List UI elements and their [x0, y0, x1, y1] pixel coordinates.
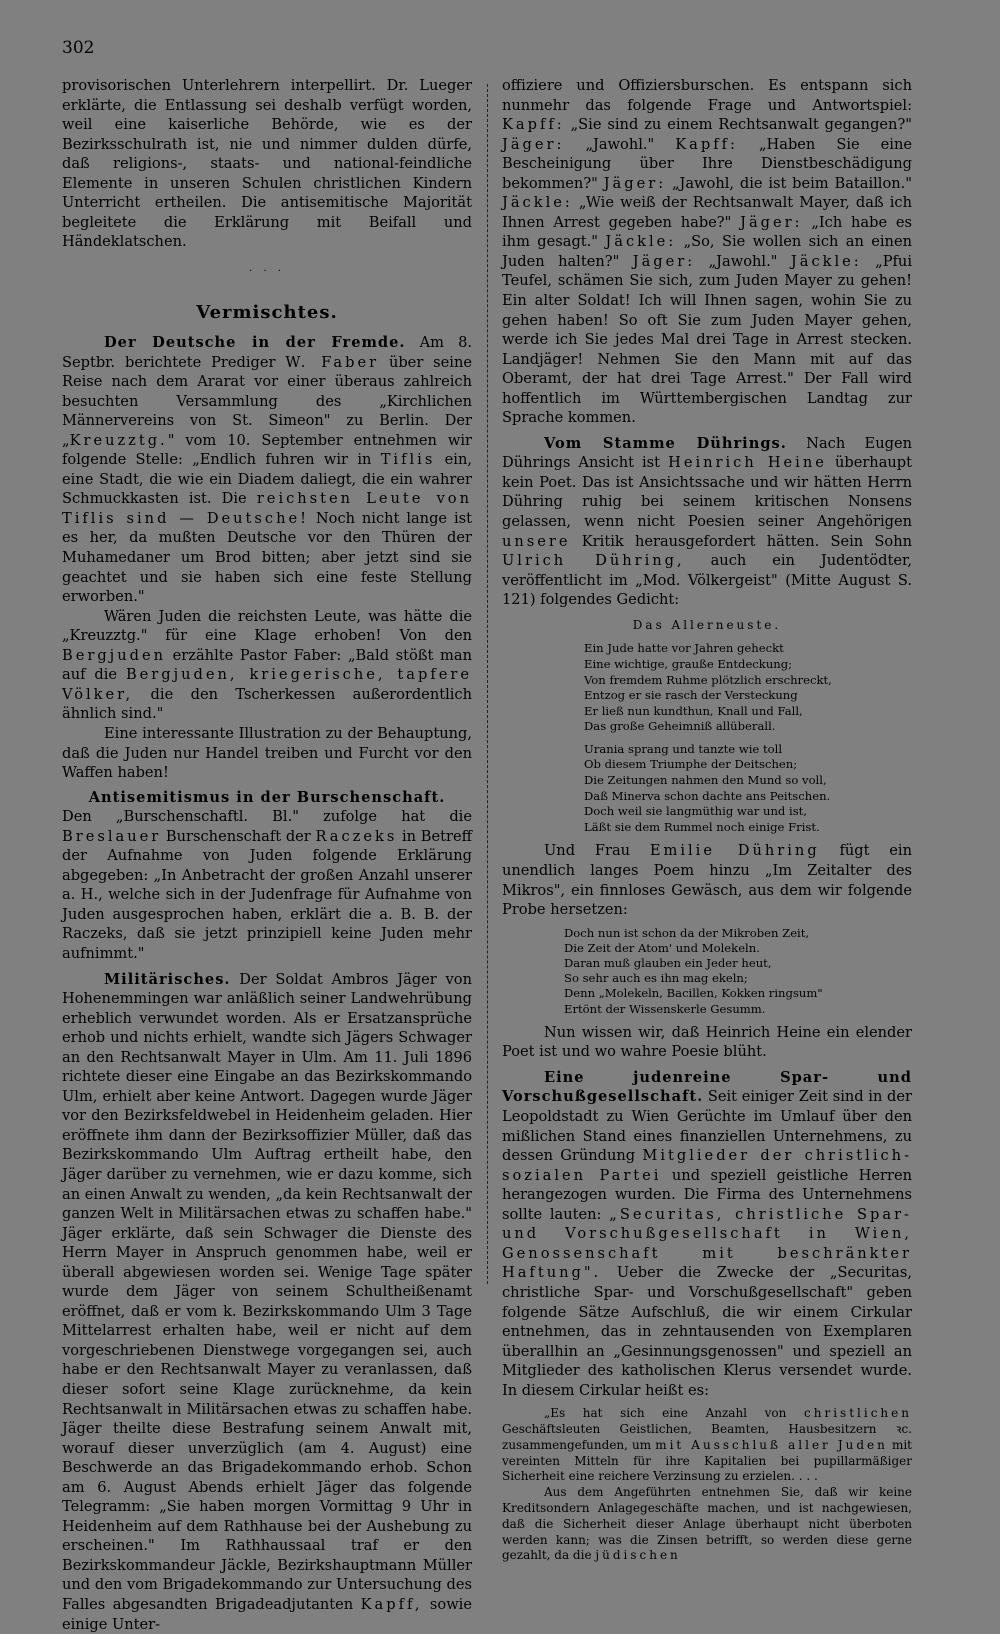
headline: Der Deutsche in der Fremde.: [104, 334, 406, 352]
article-deutsche-fremde: Der Deutsche in der Fremde. Am 8. Septbr. berichtete Prediger W. Faber über seine Reise nach dem Ararat vor einer überaus zahlreich besuchten Versammlung des „Kirchlichen Männervereins von St. Simeon" zu Berlin. Der „Kreuzztg." vom 10. September entnehmen wir folgende Stelle: „Endlich fuhren wir in Tiflis ein, eine Stadt, die wie ein Diadem daliegt, die ein wahrer Schmuckkasten ist. Die reichsten Leute von Tiflis sind — Deutsche! Noch nicht lange ist es her, da mußten Deutsche vor den Thüren der Muhamedaner um Brod bitten; aber jetzt sind sie geachtet und sie haben sich eine feste Stellung erworben.": [62, 334, 472, 606]
article-stamme-duehrings: Vom Stamme Dührings. Nach Eugen Dührings Ansicht ist Heinrich Heine überhaupt kein Poet. Das ist Ansichtssache und wir hätten Herrn Dühring ruhig bei seinem kritischen Nonsens gelassen, wenn nicht Poesien seiner Angehörigen unsere Kritik herausgefordert hätten. Sein Sohn Ulrich Dühring, auch ein Judentödter, veröffentlicht im „Mod. Völkergeist" (Mitte August S. 121) folgendes Gedicht:: [502, 434, 913, 609]
poem-stanza-1: [584, 641, 912, 735]
poem-line: So sehr auch es ihn mag ekeln;: [564, 971, 748, 986]
separator: · · ·: [249, 265, 285, 277]
article-burschenschaft: Den „Burschenschaftl. Bl." zufolge hat die Breslauer Burschenschaft der Raczeks in Betreff der Aufnahme von Juden folgende Erklärung abgegeben: „In Anbetracht der großen Anzahl unserer a. H., welche sich in der Judenfrage für Aufnahme von Juden ausgesprochen haben, erklärt die a. B. B. der Raczeks, daß sie jetzt prinzipiell keine Juden mehr aufnimmt.": [62, 808, 472, 962]
headline: Antisemitismus in der Burschenschaft.: [88, 788, 446, 806]
column-left: [62, 76, 472, 1634]
column-divider: [487, 84, 489, 1284]
poem-line: Ob diesem Triumphe der Deitschen;: [584, 757, 798, 772]
poem-line: Ertönt der Wissenskerle Gesumm.: [564, 1001, 766, 1016]
headline: Militärisches.: [104, 970, 231, 988]
quote-paragraph: Aus dem Angeführten entnehmen Sie, daß wir keine Kreditsondern Anlagegeschäfte machen, und ist nachgewiesen, daß die Sicherheit dieser Anlage überhaupt nicht überboten werden kann; was die Zinsen betrifft, so werden diese gerne gezahlt, da die jüdischen: [502, 1485, 912, 1563]
intro-paragraph: provisorischen Unterlehrern interpellirt. Dr. Lueger erklärte, die Entlassung sei deshalb verfügt worden, weil eine kaiserliche Behörde, wie es der Bezirksschulrath ist, nie und nimmer dulden dürfe, daß religions-, staats- und national-feindliche Elemente in unseren Schulen christlichen Kindern Unterricht ertheilen. Die antisemitische Majorität begleitete die Erklärung mit Beifall und Händeklatschen.: [62, 77, 472, 251]
poem-line: Doch weil sie langmüthig war und ist,: [584, 804, 808, 819]
paragraph: Und Frau Emilie Dühring fügt ein unendlich langes Poem hinzu „Im Zeitalter des Mikros", ein finnloses Gewäsch, aus dem wir folgende Probe hersetzen:: [502, 842, 913, 919]
poem-stanza-3: [564, 926, 912, 1017]
article-judenreine-gesellschaft: Eine judenreine Spar- und Vorschußgesellschaft. Seit einiger Zeit sind in der Leopoldstadt zu Wien Gerüchte im Umlauf über den mißlichen Stand eines finanziellen Unternehmens, zu dessen Gründung Mitglieder der christlich-sozialen Partei und speziell geistliche Herren herangezogen wurden. Die Firma des Unternehmens sollte lauten: „Securitas, christliche Spar- und Vorschußgesellschaft in Wien, Genossenschaft mit beschränkter Haftung". Ueber die Zwecke der „Securitas, christliche Spar- und Vorschußgesellschaft" geben folgende Sätze Aufschluß, die wir einem Cirkular entnehmen, das in zehntausenden von Exemplaren überallhin an „Gesinnungsgenossen" und speziell an Mitglieder des katholischen Klerus versendet wurde. In diesem Cirkular heißt es:: [502, 1068, 913, 1399]
paragraph: Wären Juden die reichsten Leute, was hätte die „Kreuzztg." für eine Klage erhoben! Von den Bergjuden erzählte Pastor Faber: „Bald stößt man auf die Bergjuden, kriegerische, tapfere Völker, die den Tscherkessen außerordentlich ähnlich sind.": [62, 607, 472, 723]
poem-line: Die Zeit der Atom' und Molekeln.: [564, 940, 760, 955]
paragraph: Nun wissen wir, daß Heinrich Heine ein elender Poet ist und wo wahre Poesie blüht.: [502, 1023, 912, 1061]
article-continuation: offiziere und Offiziersburschen. Es entspann sich nunmehr das folgende Frage und Antwortspiel: Kapff: „Sie sind zu einem Rechtsanwalt gegangen?" Jäger: „Jawohl." Kapff: „Haben Sie eine Bescheinigung über Ihre Dienstbeschädigung bekommen?" Jäger: „Jawohl, die ist beim Bataillon." Jäckle: „Wie weiß der Rechtsanwalt Mayer, daß ich Ihnen Arrest gegeben habe?" Jäger: „Ich habe es ihm gesagt." Jäckle: „So, Sie wollen sich an einen Juden halten?" Jäger: „Jawohl." Jäckle: „Pfui Teufel, schämen Sie sich, zum Juden Mayer zu gehen! Ein alter Soldat! Ich will Ihnen sagen, wohin Sie zu gehen haben! So oft Sie zum Juden Mayer gehen, werde ich Sie jedes Mal drei Tage in Arrest stecken. Landjäger! Nehmen Sie den Mann mit auf das Oberamt, der hat drei Tage Arrest." Der Fall wird hoffentlich im Württembergischen Landtag zur Sprache kommen.: [502, 77, 912, 427]
headline: Eine judenreine Spar- und Vorschußgesellschaft.: [502, 1068, 912, 1106]
section-title: Vermischtes.: [196, 302, 338, 324]
paragraph: Eine interessante Illustration zu der Behauptung, daß die Juden nur Handel treiben und Furcht vor den Waffen haben!: [62, 724, 472, 782]
poem-title: Das Allerneuste.: [632, 617, 782, 632]
poem-line: Eine wichtige, grauße Entdeckung;: [584, 656, 793, 671]
poem-line: Läßt sie dem Rummel noch einige Frist.: [584, 819, 820, 834]
page-number: 302: [62, 38, 95, 58]
poem-line: Doch nun ist schon da der Mikroben Zeit,: [564, 925, 810, 940]
poem-line: Daß Minerva schon dachte ans Peitschen.: [584, 788, 831, 803]
poem-line: Daran muß glauben ein Jeder heut,: [564, 956, 772, 971]
poem-line: Urania sprang und tanzte wie toll: [584, 741, 783, 756]
column-right: [502, 76, 912, 1564]
poem-stanza-2: [584, 742, 912, 836]
poem-line: Die Zeitungen nahmen den Mund so voll,: [584, 773, 827, 788]
article-militaerisches: Militärisches. Der Soldat Ambros Jäger von Hohenemmingen war anläßlich seiner Landwehrübung erheblich verwundet worden. Als er Ersatzansprüche erhob und nichts erhielt, wandte sich Jägers Schwager an den Rechtsanwalt Mayer in Ulm. Am 11. Juli 1896 richtete dieser eine Eingabe an das Bezirkskommando Ulm, erhielt aber keine Antwort. Dagegen wurde Jäger vor den Bezirksfeldwebel in Heidenheim geladen. Hier eröffnete ihm dann der Bezirksoffizier Müller, daß das Bezirkskommando Ulm Auftrag ertheilt habe, den Jäger darüber zu vernehmen, wie er dazu komme, sich an einen Anwalt zu wenden, „da kein Rechtsanwalt der ganzen Welt in Militärsachen etwas zu schaffen habe." Jäger erklärte, daß sein Schwager die Dienste des Herrn Mayer in Anspruch genommen habe, weil er überall abgewiesen worden sei. Wenige Tage später wurde dem Jäger von seinem Schultheißenamt eröffnet, daß er vom k. Bezirkskommando Ulm 3 Tage Mittelarrest erhalten habe, weil er nicht auf dem vorgeschriebenen Dienstwege vorgegangen sei, auch habe er den Rechtsanwalt Mayer zu veranlassen, daß dieser sofort seine Klage zurücknehme, da kein Rechtsanwalt in Militärsachen etwas zu schaffen habe. Jäger theilte diese Bestrafung seinem Anwalt mit, worauf dieser unverzüglich (am 4. August) eine Beschwerde an das Brigadekommando erhob. Schon am 6. August Abends erhielt Jäger das folgende Telegramm: „Sie haben morgen Vormittag 9 Uhr in Heidenheim auf dem Rathhause bei der Aushebung zu erscheinen." Im Rathhaussaal traf er den Bezirkskommandeur Jäckle, Bezirkshauptmann Müller und den vom Brigadekommando zur Untersuchung des Falles abgesandten Brigadeadjutanten Kapff, sowie einige Unter-: [62, 970, 472, 1633]
headline: Vom Stamme Dührings.: [544, 434, 787, 452]
poem-line: Von fremdem Ruhme plötzlich erschreckt,: [584, 672, 832, 687]
poem-line: Denn „Molekeln, Bacillen, Kokken ringsum": [564, 986, 823, 1001]
poem-line: Entzog er sie rasch der Versteckung: [584, 688, 798, 703]
poem-line: Er ließ nun kundthun, Knall und Fall,: [584, 703, 803, 718]
quote-paragraph: „Es hat sich eine Anzahl von christlichen Geschäftsleuten Geistlichen, Beamten, Hausbesitzern ꝛc. zusammengefunden, um mit Ausschluß aller Juden mit vereinten Mitteln für ihre Kapitalien bei pupillarmäßiger Sicherheit eine reichere Verzinsung zu erzielen. . . .: [502, 1406, 912, 1484]
poem-line: Das große Geheimniß allüberall.: [584, 719, 776, 734]
poem-line: Ein Jude hatte vor Jahren geheckt: [584, 641, 784, 656]
